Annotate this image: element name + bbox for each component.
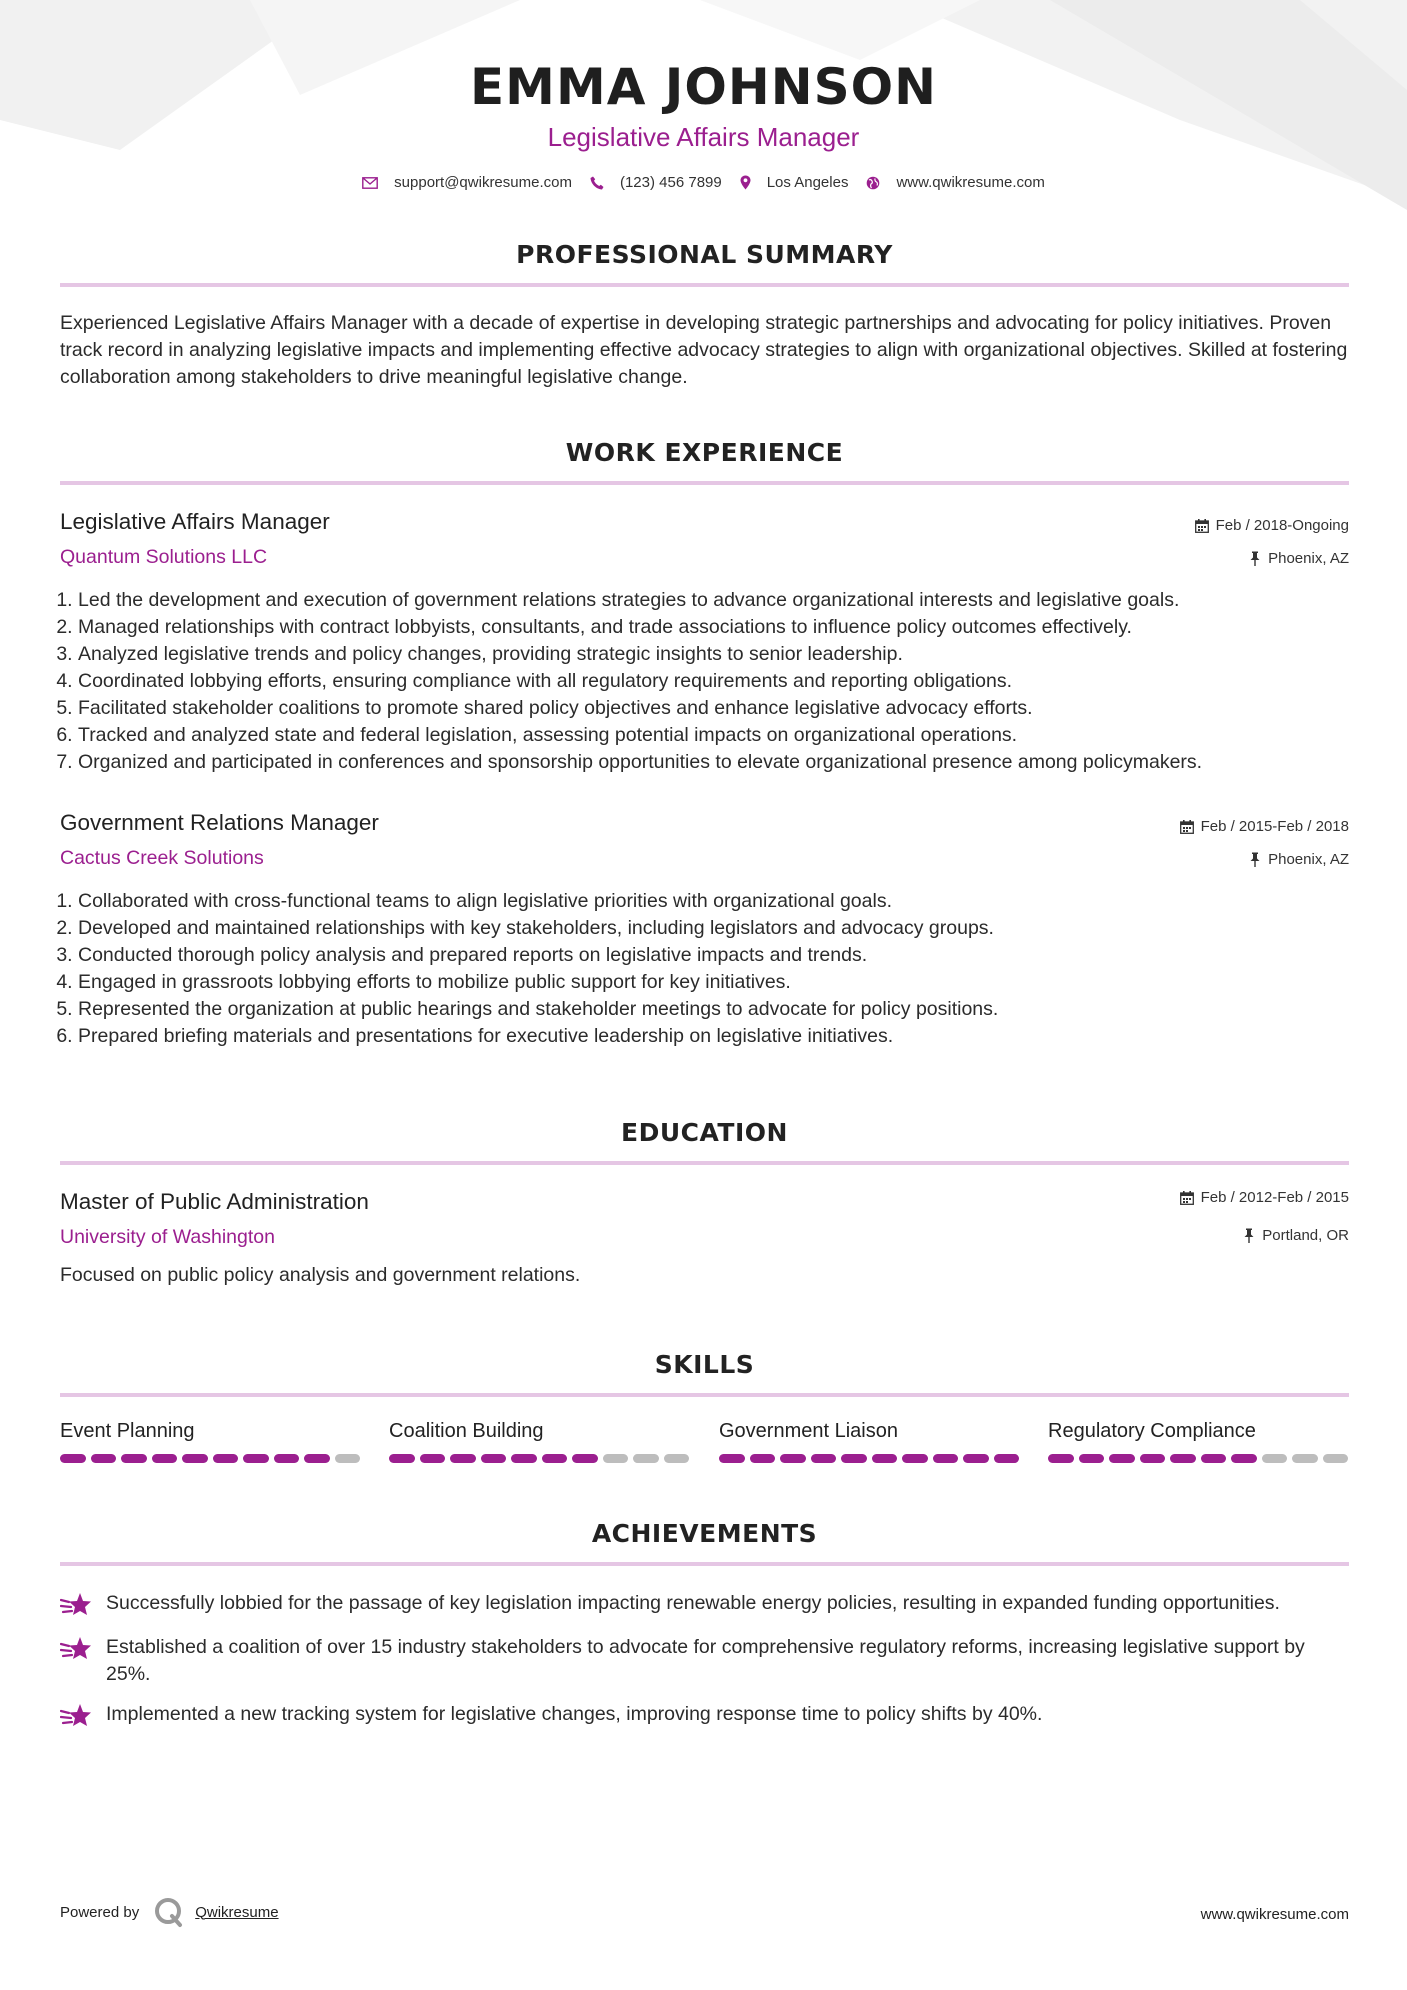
skill-item	[389, 1420, 689, 1463]
skill-level-segment	[304, 1454, 330, 1463]
skill-level-segment	[121, 1454, 147, 1463]
skill-name: Regulatory Compliance	[1048, 1420, 1256, 1442]
list-item: 2. Developed and maintained relationships with key stakeholders, including legislators and advocacy groups.	[78, 915, 1367, 942]
summary-divider	[60, 283, 1349, 287]
company-name: Quantum Solutions LLC	[60, 546, 268, 568]
candidate-name: EMMA JOHNSON	[470, 58, 937, 116]
envelope-icon	[362, 177, 378, 189]
footer-powered-by	[60, 1896, 279, 1928]
dates-text: Feb / 2012-Feb / 2015	[1200, 1189, 1349, 1206]
job-title: Government Relations Manager	[60, 810, 379, 835]
skill-level-bar	[719, 1454, 1019, 1463]
skill-level-segment	[1048, 1454, 1074, 1463]
skill-level-segment	[872, 1454, 898, 1463]
pushpin-icon	[1249, 852, 1261, 867]
skill-level-segment	[811, 1454, 837, 1463]
shooting-star-icon	[60, 1592, 92, 1618]
list-item: 3. Analyzed legislative trends and policy changes, providing strategic insights to senior leadership.	[78, 641, 1367, 668]
contact-email[interactable]	[362, 174, 572, 191]
skills-heading: SKILLS	[654, 1350, 755, 1379]
education-dates	[1180, 1189, 1349, 1206]
contact-location	[740, 174, 849, 191]
achievement-text: Established a coalition of over 15 industry stakeholders to advocate for comprehensive regulatory reforms, increasing legislative support by 25%.	[106, 1636, 1305, 1685]
skill-item	[719, 1420, 1019, 1463]
skill-name: Coalition Building	[389, 1420, 544, 1442]
skill-level-segment	[243, 1454, 269, 1463]
list-item: 2. Managed relationships with contract lobbyists, consultants, and trade associations to influence policy outcomes effectively.	[78, 614, 1367, 641]
education-location	[1243, 1227, 1349, 1244]
experience-heading: WORK EXPERIENCE	[565, 438, 844, 467]
job-location	[1249, 550, 1349, 567]
skill-level-segment	[389, 1454, 415, 1463]
skill-level-segment	[1109, 1454, 1135, 1463]
skill-level-segment	[213, 1454, 239, 1463]
skills-divider	[60, 1393, 1349, 1397]
list-item: 1. Collaborated with cross-functional teams to align legislative priorities with organizational goals.	[78, 888, 1367, 915]
skill-level-segment	[719, 1454, 745, 1463]
phone-icon	[590, 176, 604, 190]
achievement-item	[60, 1590, 1349, 1618]
achievement-item	[60, 1701, 1349, 1729]
list-item: 1. Led the development and execution of government relations strategies to advance organizational interests and legislative goals.	[78, 587, 1367, 614]
skill-level-segment	[274, 1454, 300, 1463]
map-pin-icon	[740, 175, 751, 190]
skill-level-segment	[664, 1454, 690, 1463]
skill-level-segment	[633, 1454, 659, 1463]
skill-level-segment	[902, 1454, 928, 1463]
skill-level-bar	[1048, 1454, 1348, 1463]
education-divider	[60, 1161, 1349, 1165]
globe-icon	[866, 176, 880, 190]
achievement-item	[60, 1634, 1349, 1688]
skill-level-segment	[152, 1454, 178, 1463]
skill-level-segment	[182, 1454, 208, 1463]
summary-heading: PROFESSIONAL SUMMARY	[516, 240, 893, 269]
list-item: 6. Prepared briefing materials and presentations for executive leadership on legislative initiatives.	[78, 1023, 1367, 1050]
qwikresume-link[interactable]: Qwikresume	[195, 1903, 279, 1921]
skill-level-segment	[1262, 1454, 1288, 1463]
list-item: 3. Conducted thorough policy analysis and prepared reports on legislative impacts and trends.	[78, 942, 1367, 969]
school-name: University of Washington	[60, 1226, 275, 1248]
dates-text: Feb / 2015-Feb / 2018	[1200, 818, 1349, 835]
footer-website[interactable]: www.qwikresume.com	[1200, 1906, 1349, 1923]
education-heading: EDUCATION	[621, 1118, 788, 1147]
skill-name: Government Liaison	[719, 1420, 898, 1442]
summary-text: Experienced Legislative Affairs Manager with a decade of expertise in developing strategic partnerships and advocating for policy initiatives. Proven track record in analyzing legislative impacts and implementing effective advocacy strategies to align with organizational objectives. Skilled at fostering collaboration among stakeholders to drive meaningful legislative change.	[60, 312, 1348, 388]
skill-level-segment	[420, 1454, 446, 1463]
education-description: Focused on public policy analysis and government relations.	[60, 1264, 581, 1286]
qwikresume-logo-icon	[153, 1896, 185, 1928]
skill-level-segment	[1201, 1454, 1227, 1463]
skill-level-segment	[1079, 1454, 1105, 1463]
skill-level-segment	[750, 1454, 776, 1463]
skill-level-segment	[1170, 1454, 1196, 1463]
skill-level-segment	[603, 1454, 629, 1463]
location-text: Phoenix, AZ	[1268, 550, 1349, 567]
calendar-icon	[1195, 519, 1209, 533]
skill-level-segment	[1323, 1454, 1349, 1463]
skill-level-segment	[1140, 1454, 1166, 1463]
skill-item	[1048, 1420, 1348, 1463]
skill-level-segment	[994, 1454, 1020, 1463]
candidate-title: Legislative Affairs Manager	[547, 122, 860, 152]
skill-level-segment	[933, 1454, 959, 1463]
skill-level-segment	[60, 1454, 86, 1463]
shooting-star-icon	[60, 1636, 92, 1662]
shooting-star-icon	[60, 1703, 92, 1729]
pushpin-icon	[1243, 1228, 1255, 1243]
list-item: 6. Tracked and analyzed state and federal legislation, assessing potential impacts on organizational operations.	[78, 722, 1367, 749]
skill-level-segment	[542, 1454, 568, 1463]
website-text: www.qwikresume.com	[896, 174, 1045, 191]
list-item: 5. Facilitated stakeholder coalitions to promote shared policy objectives and enhance legislative advocacy efforts.	[78, 695, 1367, 722]
job-dates	[1180, 818, 1349, 835]
contact-phone[interactable]	[590, 174, 722, 191]
skill-level-segment	[91, 1454, 117, 1463]
contact-bar	[0, 174, 1407, 191]
achievements-divider	[60, 1562, 1349, 1566]
job-responsibilities	[60, 888, 1367, 1050]
location-text: Los Angeles	[766, 174, 849, 191]
dates-text: Feb / 2018-Ongoing	[1215, 517, 1349, 534]
skill-level-segment	[780, 1454, 806, 1463]
degree-title: Master of Public Administration	[60, 1189, 369, 1214]
calendar-icon	[1180, 1191, 1194, 1205]
skill-level-bar	[60, 1454, 360, 1463]
skill-name: Event Planning	[60, 1420, 195, 1442]
job-dates	[1195, 517, 1349, 534]
contact-website[interactable]	[866, 174, 1044, 191]
company-name: Cactus Creek Solutions	[60, 847, 264, 869]
pushpin-icon	[1249, 551, 1261, 566]
list-item: 4. Engaged in grassroots lobbying efforts to mobilize public support for key initiatives.	[78, 969, 1367, 996]
job-title: Legislative Affairs Manager	[60, 509, 330, 534]
skill-level-segment	[511, 1454, 537, 1463]
achievement-text: Successfully lobbied for the passage of key legislation impacting renewable energy policies, resulting in expanded funding opportunities.	[106, 1592, 1280, 1614]
job-responsibilities	[60, 587, 1367, 776]
skill-level-segment	[335, 1454, 361, 1463]
skill-level-segment	[572, 1454, 598, 1463]
skill-level-bar	[389, 1454, 689, 1463]
skill-item	[60, 1420, 360, 1463]
skill-level-segment	[963, 1454, 989, 1463]
list-item: 7. Organized and participated in conferences and sponsorship opportunities to elevate organizational presence among policymakers.	[78, 749, 1367, 776]
skill-level-segment	[1292, 1454, 1318, 1463]
list-item: 5. Represented the organization at public hearings and stakeholder meetings to advocate for policy positions.	[78, 996, 1367, 1023]
job-location	[1249, 851, 1349, 868]
achievements-heading: ACHIEVEMENTS	[591, 1519, 818, 1548]
achievement-text: Implemented a new tracking system for legislative changes, improving response time to policy shifts by 40%.	[106, 1703, 1043, 1725]
skill-level-segment	[1231, 1454, 1257, 1463]
list-item: 4. Coordinated lobbying efforts, ensuring compliance with all regulatory requirements and reporting obligations.	[78, 668, 1367, 695]
skill-level-segment	[481, 1454, 507, 1463]
calendar-icon	[1180, 820, 1194, 834]
location-text: Portland, OR	[1262, 1227, 1349, 1244]
skill-level-segment	[841, 1454, 867, 1463]
experience-divider	[60, 481, 1349, 485]
email-text: support@qwikresume.com	[394, 174, 572, 191]
powered-by-label: Powered by	[60, 1903, 140, 1921]
phone-text: (123) 456 7899	[619, 174, 722, 191]
location-text: Phoenix, AZ	[1268, 851, 1349, 868]
skill-level-segment	[450, 1454, 476, 1463]
